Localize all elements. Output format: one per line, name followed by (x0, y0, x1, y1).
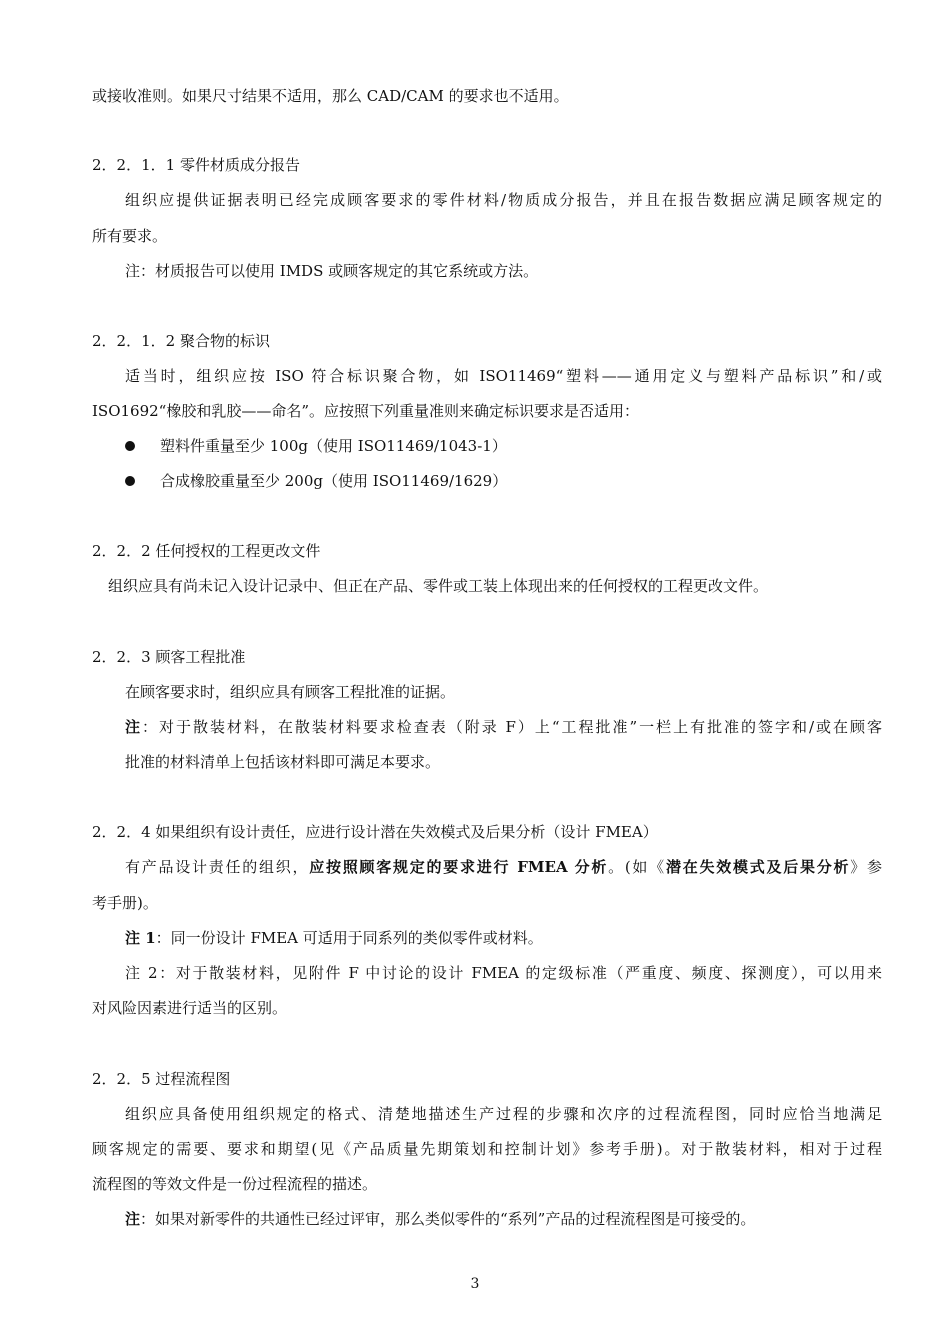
section-heading: 2．2．4 如果组织有设计责任，应进行设计潜在失效模式及后果分析（设计 FMEA） (92, 823, 658, 841)
note-text: ：同一份设计 FMEA 可适用于同系列的类似零件或材料。 (155, 929, 543, 947)
section-heading: 2．2．2 任何授权的工程更改文件 (92, 542, 321, 560)
note-text: ：如果对新零件的共通性已经过评审，那么类似零件的“系列”产品的过程流程图是可接受的。 (140, 1210, 756, 1228)
paragraph-line: 组织应提供证据表明已经完成顾客要求的零件材料/物质成分报告，并且在报告数据应满足顾客规定的 (125, 191, 882, 209)
note-line (125, 1209, 755, 1229)
section-heading: 2．2．1．1 零件材质成分报告 (92, 156, 300, 174)
bullet-icon (125, 441, 135, 451)
note-label: 注 (125, 718, 142, 736)
note-label: 注 1 (125, 929, 156, 947)
note-label: 注 (125, 1210, 141, 1228)
section-heading: 2．2．5 过程流程图 (92, 1070, 231, 1088)
paragraph-line: 在顾客要求时，组织应具有顾客工程批准的证据。 (125, 683, 456, 701)
note-line (125, 717, 882, 737)
text-line: 或接收准则。如果尺寸结果不适用，那么 CAD/CAM 的要求也不适用。 (92, 87, 569, 105)
paragraph-line: 流程图的等效文件是一份过程流程的描述。 (92, 1175, 378, 1193)
page-number: 3 (470, 1276, 480, 1292)
note-line: 注 2：对于散装材料，见附件 F 中讨论的设计 FMEA 的定级标准（严重度、频度、探测度），可以用来 (125, 964, 882, 982)
paragraph-line: 所有要求。 (92, 227, 168, 245)
list-item: 合成橡胶重量至少 200g（使用 ISO11469/1629） (160, 472, 508, 490)
note-line: 注：材质报告可以使用 IMDS 或顾客规定的其它系统或方法。 (125, 262, 539, 280)
paragraph-line: 考手册)。 (92, 894, 158, 912)
bold-text-run: 应按照顾客规定的要求进行 FMEA 分析 (309, 858, 609, 876)
note-line (125, 928, 543, 948)
note-line: 对风险因素进行适当的区别。 (92, 999, 288, 1017)
note-text: ：对于散装材料，在散装材料要求检查表（附录 F）上“工程批准”一栏上有批准的签字和/或在顾客 (142, 718, 882, 736)
paragraph-line: 组织应具备使用组织规定的格式、清楚地描述生产过程的步骤和次序的过程流程图，同时应恰当地满足 (125, 1105, 882, 1123)
paragraph-line: 适当时，组织应按 ISO 符合标识聚合物，如 ISO11469“塑料——通用定义与塑料产品标识”和/或 (125, 367, 882, 385)
paragraph-line: 组织应具有尚未记入设计记录中、但正在产品、零件或工装上体现出来的任何授权的工程更改文件。 (108, 577, 769, 595)
text-run: 。(如《 (608, 858, 666, 876)
text-run: 有产品设计责任的组织， (125, 858, 310, 876)
list-item: 塑料件重量至少 100g（使用 ISO11469/1043-1） (160, 437, 507, 455)
bold-text-run: 潜在失效模式及后果分析 (665, 858, 851, 876)
section-heading: 2．2．1．2 聚合物的标识 (92, 332, 270, 350)
bullet-icon (125, 476, 135, 486)
section-heading: 2．2．3 顾客工程批准 (92, 648, 246, 666)
paragraph-line: 顾客规定的需要、要求和期望(见《产品质量先期策划和控制计划》参考手册)。对于散装材料，相对于过程 (92, 1140, 882, 1158)
paragraph-line: ISO1692“橡胶和乳胶——命名”。应按照下列重量准则来确定标识要求是否适用： (92, 402, 640, 420)
note-line: 批准的材料清单上包括该材料即可满足本要求。 (125, 753, 441, 771)
paragraph-line (125, 857, 882, 877)
text-run: 》参 (850, 858, 882, 876)
